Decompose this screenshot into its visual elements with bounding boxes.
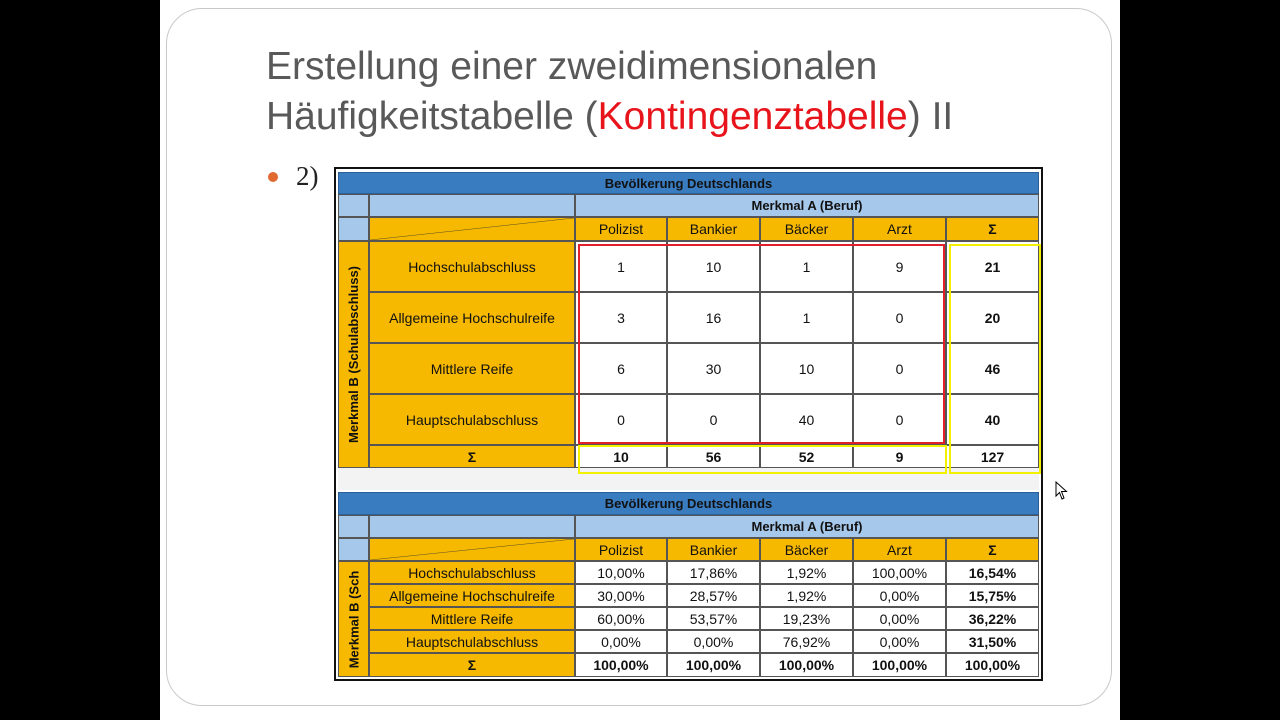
table2-total-cell: 100,00% [575, 653, 667, 677]
table2-row-group-text: Merkmal B (Sch [346, 570, 362, 668]
table2-row-label: Hauptschulabschluss [369, 630, 575, 653]
table1-table-cell: 10 [667, 241, 760, 292]
table2-total-cell: 100,00% [853, 653, 946, 677]
table1-corner-left [338, 194, 369, 217]
table2-table-cell: 17,86% [667, 561, 760, 584]
table1-corner-label [369, 194, 575, 217]
table1-diagonal-line [370, 218, 574, 240]
table2-table-cell: 30,00% [575, 584, 667, 607]
table1-table-cell: 40 [946, 394, 1039, 445]
table1-table-cell: 6 [575, 343, 667, 394]
table2-column-header: Bäcker [760, 538, 853, 561]
table2-row-label: Hochschulabschluss [369, 561, 575, 584]
table1-table-cell: 0 [853, 394, 946, 445]
table1-total-cell: 127 [946, 445, 1039, 468]
table1-table-cell: 0 [853, 343, 946, 394]
table1-total-cell: 56 [667, 445, 760, 468]
table1-table-cell: 10 [760, 343, 853, 394]
table2-table-cell: 1,92% [760, 584, 853, 607]
table2-column-header: Bankier [667, 538, 760, 561]
table2-table-cell: 53,57% [667, 607, 760, 630]
table1-corner-diagonal [369, 217, 575, 241]
table2-diagonal-line [370, 539, 574, 560]
table2-table-cell: 100,00% [853, 561, 946, 584]
title-highlight: Kontingenztabelle [597, 95, 908, 138]
table1-column-header: Bäcker [760, 217, 853, 241]
table2-row-label: Allgemeine Hochschulreife [369, 584, 575, 607]
table1-column-header: Σ [946, 217, 1039, 241]
table2-column-header: Polizist [575, 538, 667, 561]
table1-row-group-label [338, 241, 369, 468]
table1-table-cell: 3 [575, 292, 667, 343]
title-text: Erstellung einer zweidimensionalen Häufigkeitstabelle ( [266, 45, 878, 138]
bullet-text: 2) [296, 161, 319, 191]
table1-table-cell: 0 [575, 394, 667, 445]
table1-column-header: Polizist [575, 217, 667, 241]
title-suffix: ) II [907, 95, 954, 138]
table1-table-cell: 1 [575, 241, 667, 292]
table2-total-cell: 100,00% [760, 653, 853, 677]
mouse-cursor-icon [1055, 481, 1069, 501]
table1-column-header: Bankier [667, 217, 760, 241]
table2-table-cell: 0,00% [853, 630, 946, 653]
table2-table-cell: 31,50% [946, 630, 1039, 653]
table2-table-cell: 10,00% [575, 561, 667, 584]
table1-column-group-header: Merkmal A (Beruf) [575, 194, 1039, 217]
table2-column-header: Arzt [853, 538, 946, 561]
table1-table-cell: 0 [853, 292, 946, 343]
table2-total-cell: 100,00% [946, 653, 1039, 677]
table1-table-cell: 1 [760, 241, 853, 292]
table1-row-label: Allgemeine Hochschulreife [369, 292, 575, 343]
table2-corner-left [338, 515, 369, 538]
table2-table-cell: 0,00% [667, 630, 760, 653]
table2-total-label: Σ [369, 653, 575, 677]
table2-table-cell: 0,00% [853, 607, 946, 630]
table2-table-cell: 1,92% [760, 561, 853, 584]
table1-row-label: Mittlere Reife [369, 343, 575, 394]
table2-table-cell: 60,00% [575, 607, 667, 630]
table1-title: Bevölkerung Deutschlands [338, 172, 1039, 194]
table2-corner-left-2 [338, 538, 369, 561]
table1-corner-left-2 [338, 217, 369, 241]
table1-row-group-text: Merkmal B (Schulabschluss) [346, 266, 361, 443]
table2-title: Bevölkerung Deutschlands [338, 492, 1039, 515]
table2-table-cell: 28,57% [667, 584, 760, 607]
table2-total-cell: 100,00% [667, 653, 760, 677]
table2-column-header: Σ [946, 538, 1039, 561]
table-gap [338, 468, 1039, 490]
table2-table-cell: 0,00% [575, 630, 667, 653]
table2-corner-label [369, 515, 575, 538]
table2-table-cell: 15,75% [946, 584, 1039, 607]
table1-table-cell: 46 [946, 343, 1039, 394]
table1-total-cell: 10 [575, 445, 667, 468]
table2-table-cell: 19,23% [760, 607, 853, 630]
table2-table-cell: 76,92% [760, 630, 853, 653]
table1-total-cell: 9 [853, 445, 946, 468]
table1-row-label: Hauptschulabschluss [369, 394, 575, 445]
table-image [334, 167, 1043, 681]
table1-total-cell: 52 [760, 445, 853, 468]
table1-table-cell: 30 [667, 343, 760, 394]
slide-title [266, 42, 1066, 142]
table2-table-cell: 0,00% [853, 584, 946, 607]
table1-total-label: Σ [369, 445, 575, 468]
table1-table-cell: 20 [946, 292, 1039, 343]
table1-table-cell: 21 [946, 241, 1039, 292]
table2-corner-diagonal [369, 538, 575, 561]
table2-row-group-label [338, 561, 369, 677]
bullet-dot-icon [268, 172, 278, 182]
table1-table-cell: 40 [760, 394, 853, 445]
table1-column-header: Arzt [853, 217, 946, 241]
table2-table-cell: 36,22% [946, 607, 1039, 630]
table2-row-label: Mittlere Reife [369, 607, 575, 630]
table1-table-cell: 0 [667, 394, 760, 445]
table1-table-cell: 16 [667, 292, 760, 343]
table1-table-cell: 1 [760, 292, 853, 343]
table1-row-label: Hochschulabschluss [369, 241, 575, 292]
table1-table-cell: 9 [853, 241, 946, 292]
table2-table-cell: 16,54% [946, 561, 1039, 584]
table2-column-group-header: Merkmal A (Beruf) [575, 515, 1039, 538]
